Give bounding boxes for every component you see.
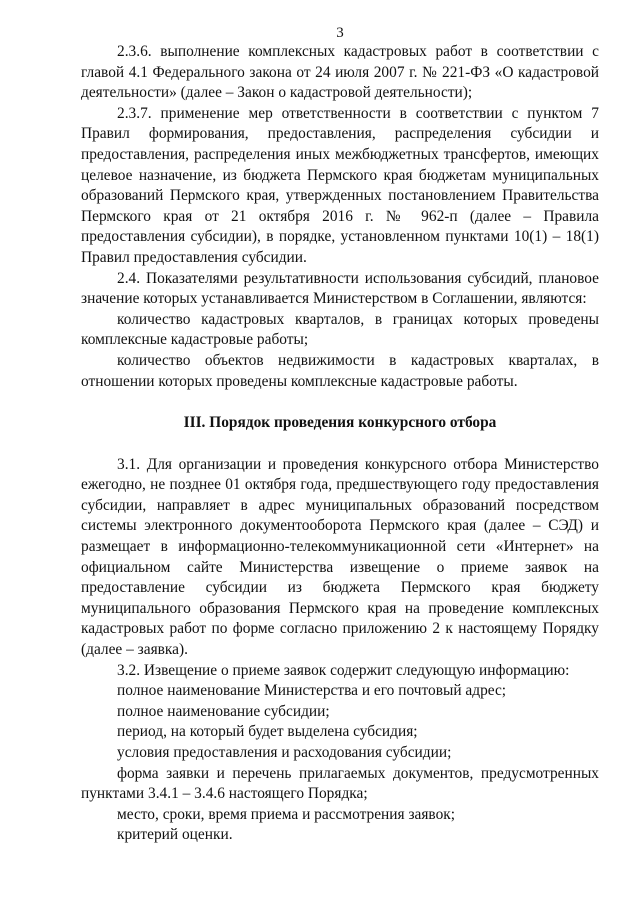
section-3-heading: III. Порядок проведения конкурсного отбора xyxy=(183,414,497,432)
paragraph-3-1: 3.1. Для организации и проведения конкурсного отбора Министерство ежегодно, не позднее 01 октября года, предшествующего году предоставления субсидии, направляет в адрес муниципальных образований посредством системы электронного документооборота Пермского края (далее – СЭД) и размещает в информационно-телекоммуникационной сети «Интернет» на официальном сайте Министерства извещение о приеме заявок на предоставление субсидии из бюджета Пермского края бюджету муниципального образования Пермского края на проведение комплексных кадастровых работ по форме согласно приложению 2 к настоящему Порядку (далее – заявка). xyxy=(81,455,599,659)
paragraph-3-2: 3.2. Извещение о приеме заявок содержит следующую информацию: xyxy=(117,661,570,679)
list-item-evaluation-criterion: критерий оценки. xyxy=(117,826,233,844)
indicator-cadastral-quarters: количество кадастровых кварталов, в границах которых проведены комплексные кадастровые работы; xyxy=(81,310,599,349)
list-item-ministry-name: полное наименование Министерства и его почтовый адрес; xyxy=(117,682,507,700)
spacer xyxy=(81,392,599,413)
paragraph-2-4: 2.4. Показателями результативности использования субсидий, плановое значение которых устанавливается Министерством в Соглашении, являются: xyxy=(81,269,599,308)
paragraph-2-3-6: 2.3.6. выполнение комплексных кадастровых работ в соответствии с главой 4.1 Федерального закона от 24 июля 2007 г. № 221-ФЗ «О кадастровой деятельности» (далее – Закон о кадастровой деятельности); xyxy=(81,43,599,102)
paragraph-2-3-7: 2.3.7. применение мер ответственности в соответствии с пунктом 7 Правил формирования, предоставления, распределения субсидии и предоставления, распределения иных межбюджетных трансфертов, имеющих целевое назначение, из бюджета Пермского края бюджетам муниципальных образований Пермского края, утвержденных постановлением Правительства Пермского края от 21 октября 2016 г. № 962-п (далее – Правила предоставления субсидии), в порядке, установленном пунктами 10(1) – 18(1) Правил предоставления субсидии. xyxy=(81,104,599,266)
list-item-subsidy-period: период, на который будет выделена субсидия; xyxy=(117,723,418,741)
list-item-subsidy-conditions: условия предоставления и расходования субсидии; xyxy=(117,744,452,761)
indicator-real-estate-objects: количество объектов недвижимости в кадастровых кварталах, в отношении которых проведены комплексные кадастровые работы. xyxy=(81,351,599,390)
spacer xyxy=(81,434,599,455)
page-number: 3 xyxy=(336,25,344,41)
list-item-application-terms: место, сроки, время приема и рассмотрения заявок; xyxy=(117,805,456,823)
list-item-application-form: форма заявки и перечень прилагаемых документов, предусмотренных пунктами 3.4.1 – 3.4.6 настоящего Порядка; xyxy=(81,764,599,803)
list-item-subsidy-name: полное наименование субсидии; xyxy=(117,702,330,720)
